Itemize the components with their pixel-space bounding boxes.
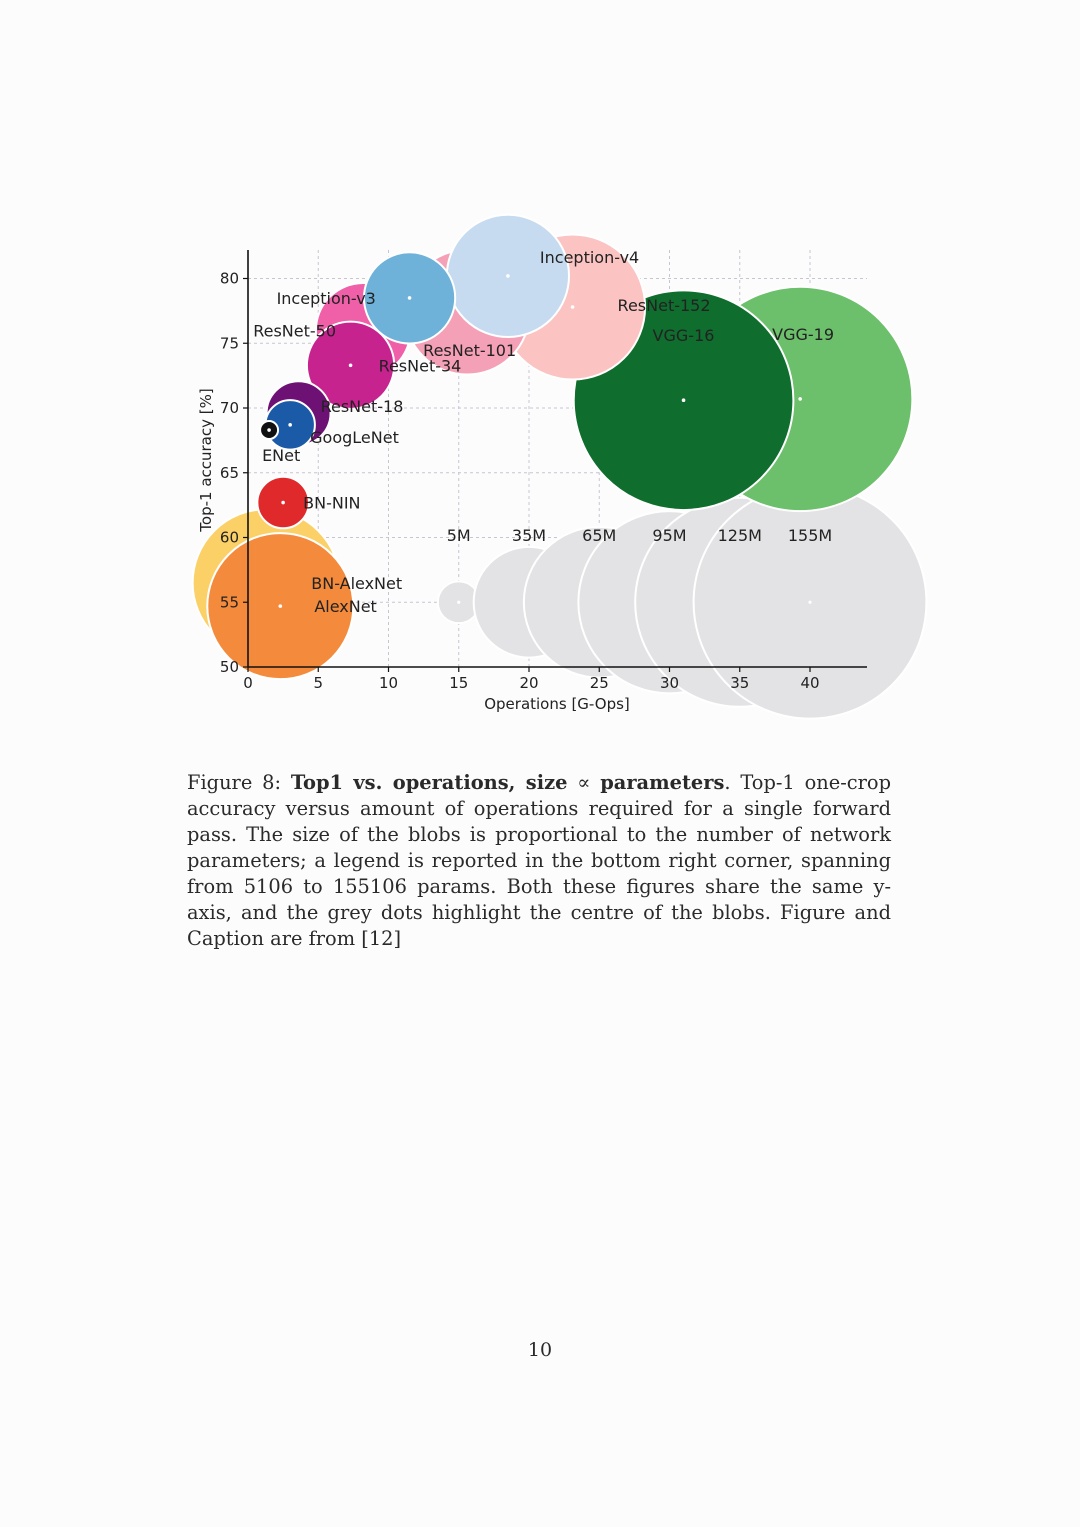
figure-chart bbox=[0, 0, 1080, 760]
blob-center-dot bbox=[682, 398, 686, 402]
label-googlenet: GoogLeNet bbox=[310, 427, 399, 447]
size-legend bbox=[438, 486, 927, 719]
blob-center-dot bbox=[506, 274, 510, 278]
x-tick-label: 15 bbox=[449, 674, 469, 692]
label-enet: ENet bbox=[262, 446, 301, 466]
x-tick-label: 35 bbox=[730, 674, 750, 692]
size-legend-center-dot bbox=[808, 601, 811, 604]
size-legend-label: 65M bbox=[582, 526, 617, 545]
size-legend-center-dot bbox=[457, 601, 460, 604]
label-resnet-34: ResNet-34 bbox=[378, 356, 462, 376]
y-tick-label: 70 bbox=[219, 399, 239, 417]
caption-label: Figure 8: bbox=[187, 771, 281, 794]
label-vgg-19: VGG-19 bbox=[772, 324, 835, 344]
label-resnet-18: ResNet-18 bbox=[320, 397, 404, 417]
size-legend-label: 5M bbox=[446, 526, 471, 545]
label-resnet-152: ResNet-152 bbox=[617, 295, 711, 315]
blob-center-dot bbox=[279, 604, 283, 608]
y-tick-label: 50 bbox=[219, 658, 239, 676]
label-vgg-16: VGG-16 bbox=[652, 326, 715, 346]
x-tick-label: 20 bbox=[519, 674, 539, 692]
y-tick-label: 80 bbox=[219, 269, 239, 288]
blob-center-dot bbox=[288, 423, 292, 427]
y-tick-label: 75 bbox=[219, 334, 239, 353]
y-tick-label: 65 bbox=[219, 463, 239, 482]
x-tick-label: 25 bbox=[589, 674, 609, 692]
size-legend-label: 95M bbox=[652, 526, 687, 545]
y-tick-label: 60 bbox=[219, 528, 239, 547]
label-inception-v4: Inception-v4 bbox=[539, 247, 640, 267]
blob-center-dot bbox=[571, 305, 575, 309]
label-bn-nin: BN-NIN bbox=[303, 493, 361, 513]
size-legend-label: 125M bbox=[717, 526, 762, 545]
caption-title-part1: Top1 vs. operations, size bbox=[290, 771, 568, 794]
label-inception-v3: Inception-v3 bbox=[276, 288, 376, 308]
x-axis-label: Operations [G-Ops] bbox=[484, 695, 630, 713]
x-tick-label: 0 bbox=[243, 674, 253, 692]
y-tick-label: 55 bbox=[219, 593, 239, 612]
label-alexnet: AlexNet bbox=[314, 597, 377, 617]
blob-center-dot bbox=[408, 296, 412, 300]
x-tick-label: 10 bbox=[378, 674, 399, 692]
label-bn-alexnet: BN-AlexNet bbox=[311, 573, 403, 593]
label-resnet-50: ResNet-50 bbox=[253, 321, 337, 341]
label-resnet-101: ResNet-101 bbox=[423, 341, 517, 361]
caption-proportional-symbol: ∝ bbox=[577, 771, 591, 794]
x-tick-label: 30 bbox=[659, 674, 680, 692]
blob-center-dot bbox=[349, 363, 353, 367]
x-tick-label: 40 bbox=[800, 674, 820, 692]
caption-title-part2: parameters bbox=[600, 771, 725, 794]
figure-caption bbox=[187, 770, 891, 952]
page-number: 10 bbox=[527, 1339, 553, 1361]
y-axis-label: Top-1 accuracy [%] bbox=[197, 388, 215, 532]
size-legend-label: 155M bbox=[787, 526, 833, 545]
blob-center-dot bbox=[267, 428, 271, 432]
x-tick-label: 5 bbox=[313, 674, 324, 692]
blob-center-dot bbox=[798, 397, 802, 401]
caption-text: . Top-1 one-crop accuracy versus amount of operations required for a single forward pass. The size of the blobs is proportional to the number of network parameters; a legend is reported in the bottom right corner, spanning from 5106 to 155106 params. Both these figures share the same y-axis, and the grey dots highlight the centre of the blobs. Figure and Caption are from [12] bbox=[187, 771, 891, 950]
size-legend-label: 35M bbox=[511, 526, 547, 545]
blob-center-dot bbox=[281, 501, 285, 505]
